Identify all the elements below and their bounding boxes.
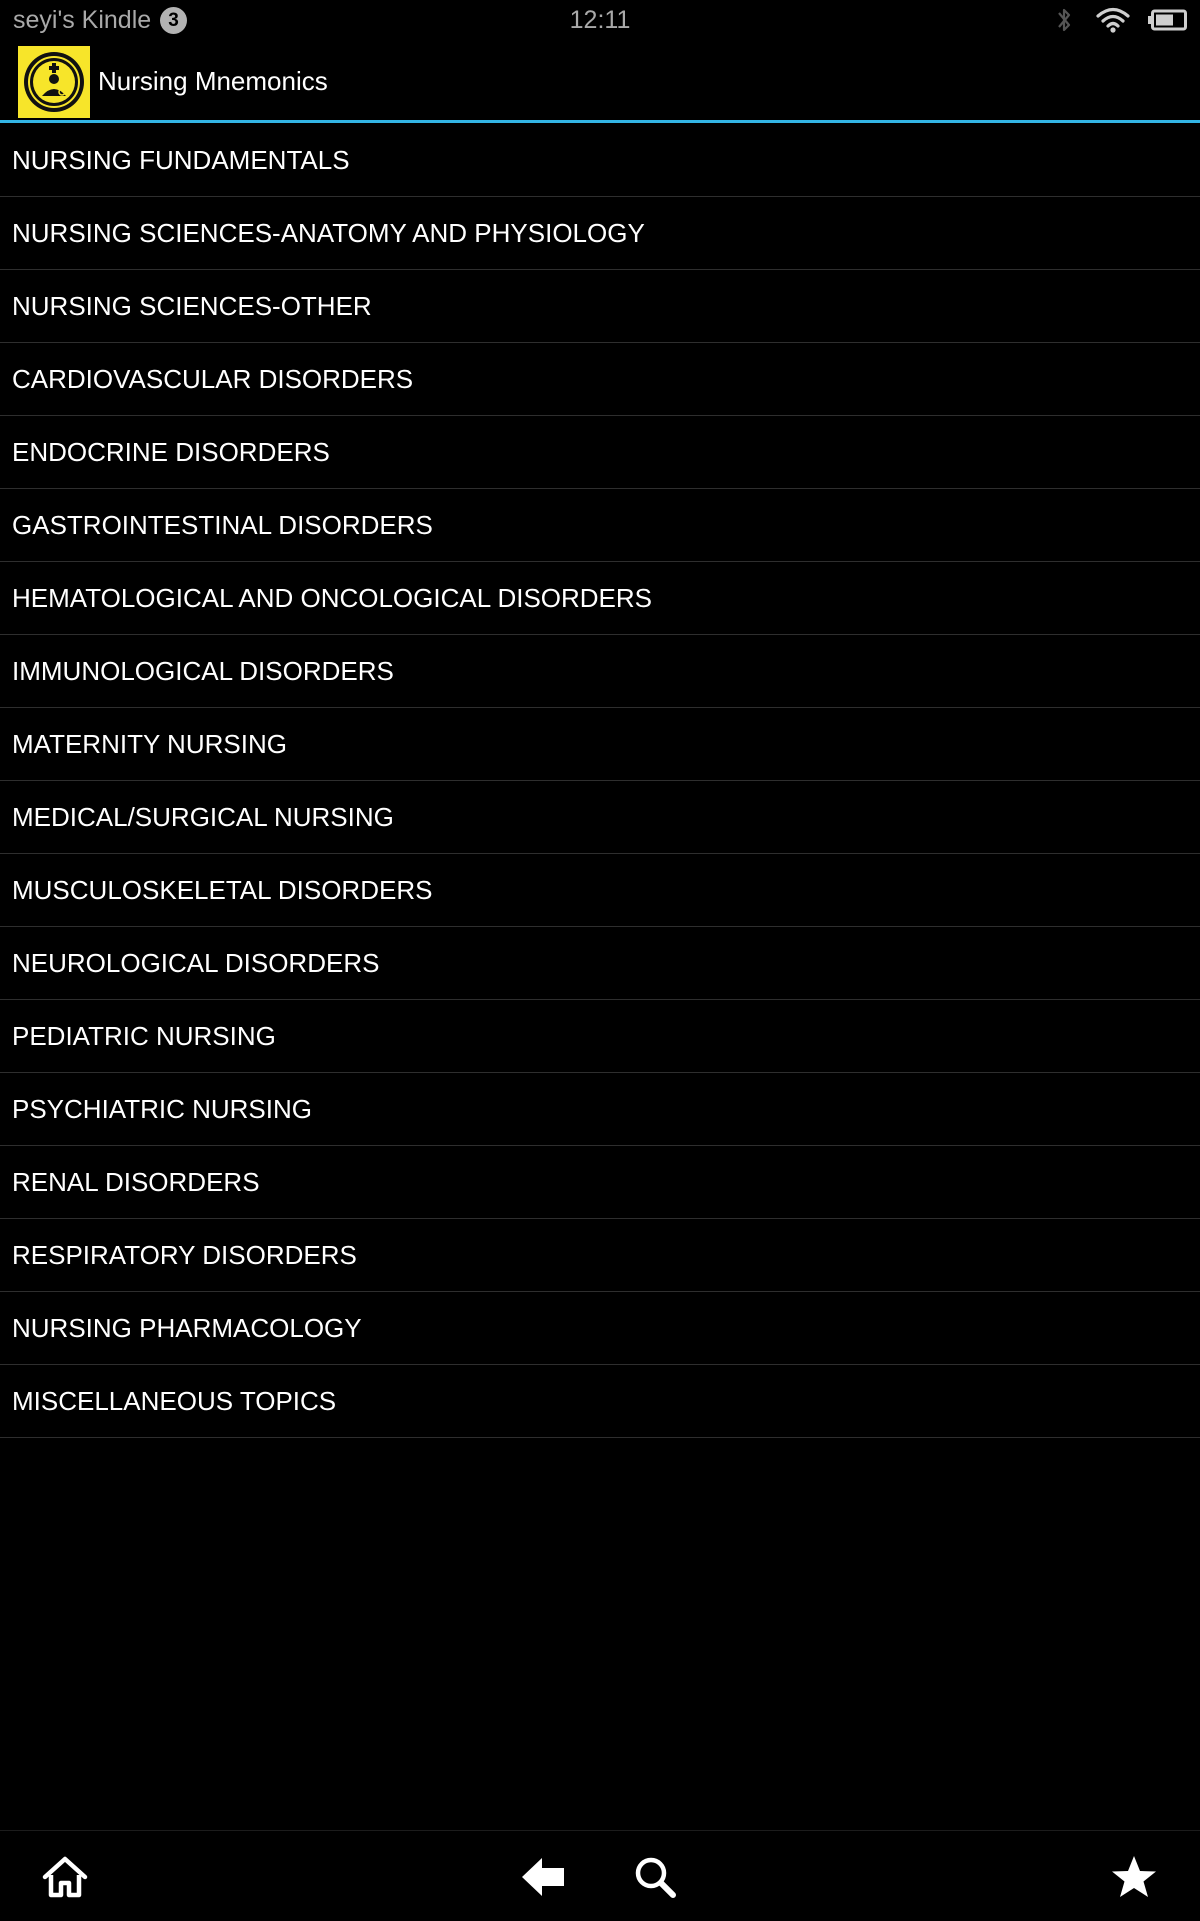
category-item[interactable]: NURSING FUNDAMENTALS (0, 124, 1200, 197)
home-button[interactable] (37, 1849, 93, 1905)
status-bar (0, 0, 1200, 40)
category-item[interactable]: IMMUNOLOGICAL DISORDERS (0, 635, 1200, 708)
category-item[interactable]: RENAL DISORDERS (0, 1146, 1200, 1219)
favorites-button[interactable] (1106, 1849, 1162, 1905)
category-item[interactable]: NURSING SCIENCES-OTHER (0, 270, 1200, 343)
category-item[interactable]: RESPIRATORY DISORDERS (0, 1219, 1200, 1292)
category-item[interactable]: HEMATOLOGICAL AND ONCOLOGICAL DISORDERS (0, 562, 1200, 635)
nurse-logo-icon[interactable] (18, 46, 90, 118)
category-item[interactable]: MATERNITY NURSING (0, 708, 1200, 781)
back-button[interactable] (516, 1849, 572, 1905)
app-title: Nursing Mnemonics (98, 66, 328, 96)
category-item[interactable]: MUSCULOSKELETAL DISORDERS (0, 854, 1200, 927)
bluetooth-icon (1056, 6, 1072, 34)
search-button[interactable] (627, 1849, 683, 1905)
home-icon (41, 1855, 89, 1899)
back-arrow-icon (520, 1856, 568, 1898)
category-item[interactable]: NURSING SCIENCES-ANATOMY AND PHYSIOLOGY (0, 197, 1200, 270)
category-item[interactable]: MEDICAL/SURGICAL NURSING (0, 781, 1200, 854)
category-item[interactable]: GASTROINTESTINAL DISORDERS (0, 489, 1200, 562)
category-item[interactable]: CARDIOVASCULAR DISORDERS (0, 343, 1200, 416)
battery-icon (1148, 9, 1188, 31)
bottom-nav-bar (0, 1830, 1200, 1921)
category-item[interactable]: PSYCHIATRIC NURSING (0, 1073, 1200, 1146)
action-bar (0, 40, 1200, 123)
favorites-star-icon (1111, 1855, 1157, 1899)
status-icons (1056, 3, 1188, 37)
wifi-icon (1096, 7, 1130, 33)
category-list (0, 124, 1200, 1438)
category-item[interactable]: NEUROLOGICAL DISORDERS (0, 927, 1200, 1000)
category-item[interactable]: MISCELLANEOUS TOPICS (0, 1365, 1200, 1438)
notification-badge[interactable]: 3 (160, 7, 187, 34)
device-name: seyi's Kindle (13, 6, 152, 34)
category-item[interactable]: PEDIATRIC NURSING (0, 1000, 1200, 1073)
category-item[interactable]: NURSING PHARMACOLOGY (0, 1292, 1200, 1365)
search-icon (633, 1855, 677, 1899)
status-time: 12:11 (569, 6, 631, 34)
category-item[interactable]: ENDOCRINE DISORDERS (0, 416, 1200, 489)
